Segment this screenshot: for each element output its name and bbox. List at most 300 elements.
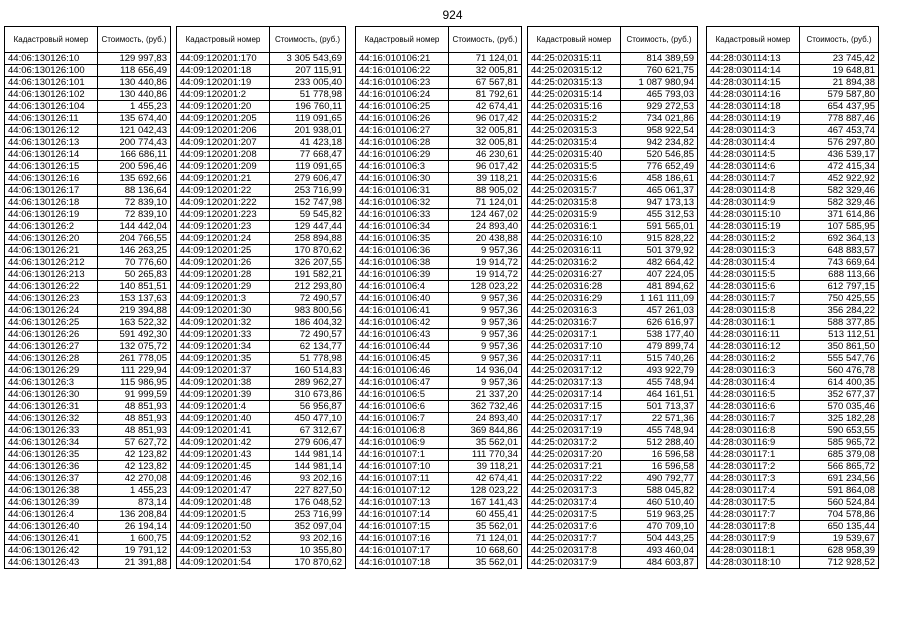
table-row: [707, 461, 879, 473]
cadastral-number-cell: 44:25:020315:5: [528, 161, 621, 173]
cost-cell: 356 284,22: [800, 305, 879, 317]
cadastral-number-cell: 44:09:120201:24: [177, 233, 270, 245]
cadastral-number-cell: 44:25:020315:12: [528, 65, 621, 77]
table-row: [177, 161, 346, 173]
cost-cell: 191 582,21: [270, 269, 346, 281]
table-row: [356, 413, 522, 425]
table-row: [528, 425, 698, 437]
cadastral-number-cell: 44:16:010107:11: [356, 473, 449, 485]
cost-cell: 24 893,40: [449, 221, 522, 233]
cadastral-number-cell: 44:25:020317:10: [528, 341, 621, 353]
cadastral-number-cell: 44:25:020316:2: [528, 257, 621, 269]
cost-cell: 19 648,81: [800, 65, 879, 77]
cadastral-number-cell: 44:16:010107:12: [356, 485, 449, 497]
cadastral-number-cell: 44:09:120201:170: [177, 53, 270, 65]
cadastral-number-cell: 44:06:130126:38: [5, 485, 98, 497]
cost-cell: 14 936,04: [449, 365, 522, 377]
table-row: [356, 89, 522, 101]
table-row: [5, 533, 171, 545]
cost-cell: 152 747,98: [270, 197, 346, 209]
cost-cell: 20 438,88: [449, 233, 522, 245]
cadastral-number-cell: 44:25:020317:2: [528, 437, 621, 449]
table-row: [528, 329, 698, 341]
table-row: [356, 497, 522, 509]
table-row: [528, 257, 698, 269]
table-row: [707, 113, 879, 125]
table-row: [528, 449, 698, 461]
table-row: [356, 257, 522, 269]
cadastral-number-cell: 44:25:020317:14: [528, 389, 621, 401]
table-row: [707, 137, 879, 149]
table-row: [356, 65, 522, 77]
cadastral-number-cell: 44:16:010106:23: [356, 77, 449, 89]
cost-cell: 22 571,36: [621, 413, 698, 425]
cost-cell: 9 957,36: [449, 305, 522, 317]
cadastral-number-cell: 44:28:030115:4: [707, 257, 800, 269]
cost-cell: 19 914,72: [449, 269, 522, 281]
table-row: [177, 413, 346, 425]
table-row: [707, 77, 879, 89]
cost-cell: 654 437,95: [800, 101, 879, 113]
cadastral-number-cell: 44:28:030114:7: [707, 173, 800, 185]
table-row: [177, 425, 346, 437]
table-row: [356, 377, 522, 389]
cost-cell: 93 202,16: [270, 533, 346, 545]
cost-cell: 93 202,16: [270, 473, 346, 485]
cost-cell: 219 394,88: [98, 305, 171, 317]
table-row: [177, 245, 346, 257]
cost-cell: 32 005,81: [449, 125, 522, 137]
cadastral-number-cell: 44:28:030117:8: [707, 521, 800, 533]
cost-cell: 452 922,92: [800, 173, 879, 185]
table-row: [528, 497, 698, 509]
table-row: [528, 125, 698, 137]
cadastral-number-cell: 44:06:130126:32: [5, 413, 98, 425]
cost-cell: 56 956,87: [270, 401, 346, 413]
table-header-row: [356, 27, 522, 53]
cost-cell: 130 440,86: [98, 77, 171, 89]
cost-cell: 9 957,36: [449, 317, 522, 329]
cost-cell: 72 839,10: [98, 197, 171, 209]
table-row: [5, 185, 171, 197]
cost-cell: 23 745,42: [800, 53, 879, 65]
table-row: [356, 401, 522, 413]
cost-cell: 9 957,36: [449, 341, 522, 353]
table-row: [177, 101, 346, 113]
cadastral-number-cell: 44:16:010106:40: [356, 293, 449, 305]
register-column: [527, 26, 698, 569]
cadastral-number-cell: 44:28:030117:1: [707, 449, 800, 461]
table-row: [528, 509, 698, 521]
cadastral-number-cell: 44:16:010106:39: [356, 269, 449, 281]
cadastral-number-cell: 44:06:130126:12: [5, 125, 98, 137]
table-row: [177, 197, 346, 209]
table-row: [707, 101, 879, 113]
table-row: [707, 437, 879, 449]
cadastral-number-cell: 44:06:130126:16: [5, 173, 98, 185]
cadastral-number-cell: 44:06:130126:31: [5, 401, 98, 413]
cadastral-number-cell: 44:25:020316:3: [528, 305, 621, 317]
table-row: [5, 209, 171, 221]
cadastral-number-cell: 44:28:030115:6: [707, 281, 800, 293]
cadastral-number-cell: 44:06:130126:42: [5, 545, 98, 557]
cadastral-number-cell: 44:25:020316:10: [528, 233, 621, 245]
cost-cell: 121 042,43: [98, 125, 171, 137]
table-row: [707, 125, 879, 137]
cost-cell: 19 539,67: [800, 533, 879, 545]
cost-cell: 39 118,21: [449, 461, 522, 473]
cost-header: Стоимость, (руб.): [98, 27, 171, 53]
cost-cell: 258 894,88: [270, 233, 346, 245]
cost-cell: 983 800,56: [270, 305, 346, 317]
cadastral-number-cell: 44:06:130126:40: [5, 521, 98, 533]
cadastral-number-cell: 44:16:010107:16: [356, 533, 449, 545]
cadastral-number-cell: 44:09:120201:48: [177, 497, 270, 509]
cost-cell: 1 455,23: [98, 101, 171, 113]
cadastral-number-cell: 44:28:030117:3: [707, 473, 800, 485]
cadastral-number-cell: 44:16:010106:34: [356, 221, 449, 233]
cost-cell: 42 674,41: [449, 473, 522, 485]
table-row: [5, 65, 171, 77]
cost-cell: 144 981,14: [270, 449, 346, 461]
table-row: [356, 233, 522, 245]
cost-cell: 591 492,30: [98, 329, 171, 341]
cadastral-number-cell: 44:28:030117:9: [707, 533, 800, 545]
cadastral-number-cell: 44:25:020315:9: [528, 209, 621, 221]
cadastral-number-cell: 44:25:020317:22: [528, 473, 621, 485]
table-row: [5, 269, 171, 281]
cost-cell: 42 123,82: [98, 449, 171, 461]
cadastral-number-cell: 44:09:120201:46: [177, 473, 270, 485]
cadastral-number-cell: 44:28:030116:11: [707, 329, 800, 341]
cost-cell: 144 981,14: [270, 461, 346, 473]
cadastral-number-cell: 44:25:020317:15: [528, 401, 621, 413]
cost-cell: 166 686,11: [98, 149, 171, 161]
cost-cell: 135 692,66: [98, 173, 171, 185]
table-row: [5, 509, 171, 521]
table-row: [528, 389, 698, 401]
cost-cell: 470 709,10: [621, 521, 698, 533]
table-row: [5, 233, 171, 245]
cost-cell: 72 839,10: [98, 209, 171, 221]
cadastral-number-cell: 44:25:020315:13: [528, 77, 621, 89]
cadastral-number-cell: 44:28:030118:1: [707, 545, 800, 557]
cost-cell: 21 391,88: [98, 557, 171, 569]
cost-cell: 743 669,64: [800, 257, 879, 269]
cost-cell: 519 963,25: [621, 509, 698, 521]
cost-cell: 490 792,77: [621, 473, 698, 485]
cost-cell: 170 870,62: [270, 557, 346, 569]
cadastral-number-cell: 44:09:120201:30: [177, 305, 270, 317]
cadastral-number-cell: 44:28:030115:8: [707, 305, 800, 317]
cadastral-number-cell: 44:28:030115:10: [707, 209, 800, 221]
cost-cell: 153 137,63: [98, 293, 171, 305]
cost-cell: 352 677,37: [800, 389, 879, 401]
table-row: [707, 305, 879, 317]
table-row: [177, 305, 346, 317]
cost-header: Стоимость, (руб.): [449, 27, 522, 53]
cadastral-number-cell: 44:25:020317:5: [528, 509, 621, 521]
cost-cell: 467 453,74: [800, 125, 879, 137]
cadastral-number-cell: 44:09:120201:50: [177, 521, 270, 533]
cost-cell: 51 778,98: [270, 89, 346, 101]
cadastral-number-cell: 44:16:010106:35: [356, 233, 449, 245]
cost-cell: 42 674,41: [449, 101, 522, 113]
table-row: [528, 233, 698, 245]
table-row: [528, 485, 698, 497]
table-row: [528, 293, 698, 305]
table-row: [177, 497, 346, 509]
table-row: [528, 305, 698, 317]
cost-cell: 62 134,77: [270, 341, 346, 353]
cadastral-number-cell: 44:09:120201:40: [177, 413, 270, 425]
table-row: [356, 101, 522, 113]
cadastral-number-cell: 44:25:020315:14: [528, 89, 621, 101]
cadastral-number-cell: 44:06:130126:15: [5, 161, 98, 173]
cadastral-number-cell: 44:25:020317:12: [528, 365, 621, 377]
table-row: [528, 161, 698, 173]
cost-header: Стоимость, (руб.): [270, 27, 346, 53]
cost-cell: 1 087 980,94: [621, 77, 698, 89]
table-row: [5, 377, 171, 389]
cadastral-number-cell: 44:16:010106:31: [356, 185, 449, 197]
cost-cell: 465 793,03: [621, 89, 698, 101]
cadastral-number-cell: 44:16:010107:17: [356, 545, 449, 557]
cadastral-number-cell: 44:25:020317:1: [528, 329, 621, 341]
table-row: [5, 293, 171, 305]
table-row: [707, 257, 879, 269]
cadastral-number-cell: 44:25:020317:6: [528, 521, 621, 533]
cost-cell: 570 035,46: [800, 401, 879, 413]
cost-cell: 457 261,03: [621, 305, 698, 317]
cadastral-number-cell: 44:25:020317:8: [528, 545, 621, 557]
table-row: [177, 341, 346, 353]
cadastral-number-cell: 44:06:130126:100: [5, 65, 98, 77]
cadastral-number-cell: 44:09:120201:35: [177, 353, 270, 365]
table-header-row: [177, 27, 346, 53]
cadastral-number-cell: 44:16:010106:21: [356, 53, 449, 65]
table-row: [707, 197, 879, 209]
table-row: [707, 509, 879, 521]
table-row: [528, 353, 698, 365]
table-row: [177, 485, 346, 497]
cadastral-number-cell: 44:16:010107:14: [356, 509, 449, 521]
cadastral-number-cell: 44:25:020315:7: [528, 185, 621, 197]
table-row: [177, 377, 346, 389]
table-row: [707, 89, 879, 101]
cost-cell: 59 545,82: [270, 209, 346, 221]
cost-cell: 929 272,53: [621, 101, 698, 113]
cost-cell: 566 865,72: [800, 461, 879, 473]
cost-cell: 504 443,25: [621, 533, 698, 545]
cadastral-number-cell: 44:16:010106:27: [356, 125, 449, 137]
cadastral-number-cell: 44:25:020315:8: [528, 197, 621, 209]
cadastral-number-cell: 44:06:130126:39: [5, 497, 98, 509]
cost-cell: 484 603,87: [621, 557, 698, 569]
table-row: [707, 53, 879, 65]
table-row: [356, 341, 522, 353]
table-row: [356, 533, 522, 545]
cadastral-number-cell: 44:16:010106:32: [356, 197, 449, 209]
cadastral-number-cell: 44:06:130126:22: [5, 281, 98, 293]
cost-cell: 200 774,43: [98, 137, 171, 149]
cost-cell: 67 312,67: [270, 425, 346, 437]
cost-cell: 48 851,93: [98, 425, 171, 437]
table-row: [177, 401, 346, 413]
table-row: [5, 137, 171, 149]
table-row: [356, 245, 522, 257]
cost-cell: 692 364,13: [800, 233, 879, 245]
cadastral-number-cell: 44:09:120201:23: [177, 221, 270, 233]
cadastral-number-cell: 44:09:120201:19: [177, 77, 270, 89]
table-row: [5, 77, 171, 89]
table-row: [356, 425, 522, 437]
cost-cell: 24 893,40: [449, 413, 522, 425]
table-row: [177, 461, 346, 473]
cadastral-number-cell: 44:09:120201:4: [177, 401, 270, 413]
cadastral-number-cell: 44:28:030114:18: [707, 101, 800, 113]
cadastral-number-cell: 44:06:130126:27: [5, 341, 98, 353]
cadastral-number-cell: 44:25:020315:16: [528, 101, 621, 113]
cost-cell: 88 136,64: [98, 185, 171, 197]
cost-cell: 582 329,46: [800, 197, 879, 209]
cost-cell: 227 827,50: [270, 485, 346, 497]
table-row: [528, 317, 698, 329]
table-row: [356, 329, 522, 341]
table-row: [707, 185, 879, 197]
cadastral-number-cell: 44:28:030116:5: [707, 389, 800, 401]
cost-cell: 204 766,55: [98, 233, 171, 245]
cost-cell: 128 023,22: [449, 485, 522, 497]
table-row: [707, 377, 879, 389]
cadastral-number-cell: 44:09:120201:18: [177, 65, 270, 77]
table-row: [707, 281, 879, 293]
table-row: [177, 389, 346, 401]
cost-cell: 35 562,01: [449, 557, 522, 569]
cadastral-number-cell: 44:09:120201:47: [177, 485, 270, 497]
table-row: [5, 317, 171, 329]
table-row: [707, 425, 879, 437]
cost-cell: 19 791,12: [98, 545, 171, 557]
cadastral-number-cell: 44:06:130126:23: [5, 293, 98, 305]
cost-cell: 712 928,52: [800, 557, 879, 569]
cost-cell: 579 587,80: [800, 89, 879, 101]
cost-cell: 72 490,57: [270, 293, 346, 305]
cost-cell: 479 899,74: [621, 341, 698, 353]
cost-cell: 455 748,94: [621, 377, 698, 389]
cost-cell: 70 776,60: [98, 257, 171, 269]
cost-cell: 35 562,01: [449, 521, 522, 533]
table-row: [177, 125, 346, 137]
table-row: [528, 557, 698, 569]
cost-cell: 9 957,36: [449, 293, 522, 305]
cost-cell: 691 234,56: [800, 473, 879, 485]
cadastral-number-cell: 44:16:010106:46: [356, 365, 449, 377]
cadastral-number-cell: 44:06:130126:101: [5, 77, 98, 89]
cost-cell: 140 851,51: [98, 281, 171, 293]
table-row: [5, 341, 171, 353]
cost-cell: 50 265,83: [98, 269, 171, 281]
table-row: [356, 305, 522, 317]
table-row: [528, 533, 698, 545]
table-row: [707, 161, 879, 173]
table-row: [707, 173, 879, 185]
cost-cell: 32 005,81: [449, 65, 522, 77]
cost-cell: 501 379,92: [621, 245, 698, 257]
table-row: [356, 293, 522, 305]
table-row: [707, 341, 879, 353]
table-row: [5, 473, 171, 485]
cadastral-number-cell: 44:09:120201:33: [177, 329, 270, 341]
table-row: [177, 65, 346, 77]
cadastral-number-cell: 44:28:030114:14: [707, 65, 800, 77]
cadastral-number-cell: 44:16:010106:3: [356, 161, 449, 173]
cost-cell: 648 883,57: [800, 245, 879, 257]
cost-cell: 119 091,65: [270, 113, 346, 125]
cadastral-number-cell: 44:28:030116:7: [707, 413, 800, 425]
register-column: [4, 26, 171, 569]
cadastral-number-cell: 44:16:010106:26: [356, 113, 449, 125]
cost-cell: 455 312,53: [621, 209, 698, 221]
cadastral-number-cell: 44:09:120201:21: [177, 173, 270, 185]
table-row: [707, 401, 879, 413]
cadastral-number-cell: 44:06:130126:20: [5, 233, 98, 245]
cadastral-number-cell: 44:06:130126:26: [5, 329, 98, 341]
table-row: [356, 509, 522, 521]
cadastral-number-cell: 44:28:030116:4: [707, 377, 800, 389]
cost-cell: 72 490,57: [270, 329, 346, 341]
cost-cell: 1 161 111,09: [621, 293, 698, 305]
table-row: [707, 533, 879, 545]
cost-cell: 778 887,46: [800, 113, 879, 125]
cadastral-number-cell: 44:16:010106:25: [356, 101, 449, 113]
cost-cell: 10 668,60: [449, 545, 522, 557]
cost-cell: 21 894,38: [800, 77, 879, 89]
table-row: [528, 341, 698, 353]
cadastral-number-cell: 44:25:020316:7: [528, 317, 621, 329]
cadastral-number-cell: 44:09:120201:25: [177, 245, 270, 257]
table-row: [528, 185, 698, 197]
table-row: [177, 89, 346, 101]
cost-cell: 196 760,11: [270, 101, 346, 113]
cadastral-number-cell: 44:09:120201:206: [177, 125, 270, 137]
table-row: [177, 545, 346, 557]
cost-cell: 124 467,02: [449, 209, 522, 221]
cost-cell: 115 986,95: [98, 377, 171, 389]
cost-cell: 538 177,40: [621, 329, 698, 341]
cadastral-number-cell: 44:28:030115:3: [707, 245, 800, 257]
cost-cell: 464 161,51: [621, 389, 698, 401]
table-row: [5, 53, 171, 65]
cadastral-number-cell: 44:09:120201:26: [177, 257, 270, 269]
cost-cell: 455 748,94: [621, 425, 698, 437]
cost-cell: 560 524,84: [800, 497, 879, 509]
table-row: [707, 473, 879, 485]
cadastral-number-cell: 44:28:030117:4: [707, 485, 800, 497]
cost-cell: 91 999,59: [98, 389, 171, 401]
cadastral-number-cell: 44:16:010106:43: [356, 329, 449, 341]
cadastral-number-cell: 44:09:120201:37: [177, 365, 270, 377]
cost-cell: 9 957,36: [449, 353, 522, 365]
cost-cell: 481 894,62: [621, 281, 698, 293]
cadastral-number-cell: 44:16:010106:6: [356, 401, 449, 413]
cost-cell: 362 732,46: [449, 401, 522, 413]
cadastral-number-cell: 44:28:030116:2: [707, 353, 800, 365]
cost-cell: 472 415,34: [800, 161, 879, 173]
cadastral-number-cell: 44:09:120201:207: [177, 137, 270, 149]
table-row: [707, 209, 879, 221]
table-row: [177, 209, 346, 221]
